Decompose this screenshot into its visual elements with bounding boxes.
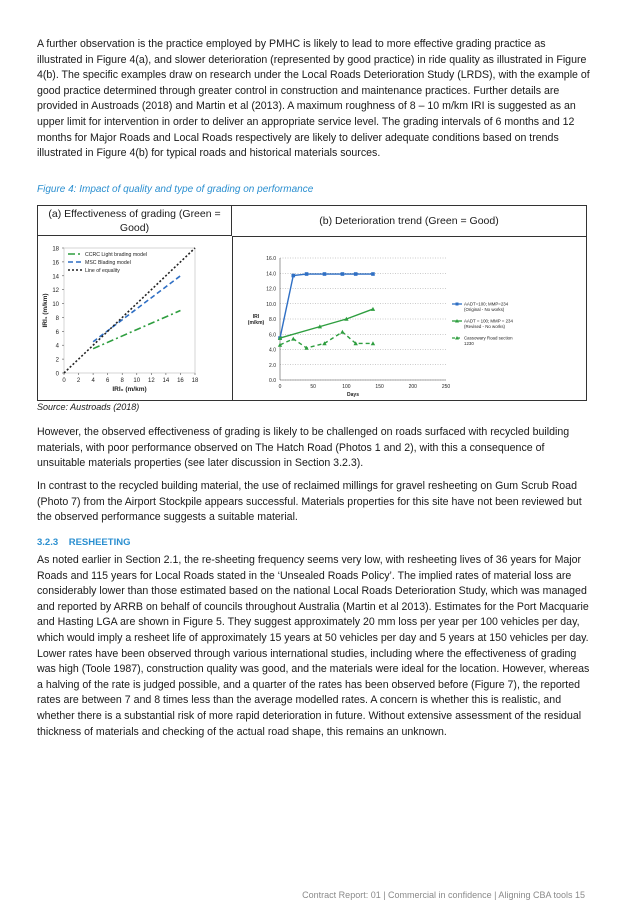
y-tick-label: 12.0 [266,286,276,293]
y-tick-label: 14 [52,274,59,281]
data-point [305,272,309,276]
x-tick-label: 150 [375,384,384,390]
y-tick-label: 8 [55,315,59,322]
x-tick-label: 8 [120,378,124,384]
data-point [341,272,345,276]
series-line [93,276,180,342]
x-tick-label: 18 [191,378,199,384]
y-axis-label: IRI₁ (m/km) [42,293,49,328]
y-tick-label: 4 [55,343,59,350]
legend-label-line: (Revised - No works) [464,324,505,329]
y-tick-label: 16 [52,260,59,267]
data-point [371,341,375,345]
x-tick-label: 0 [278,384,282,390]
legend-label-line: (Original - No works) [464,307,505,312]
y-tick-label: 2.0 [269,362,276,369]
y-axis-label [248,314,265,326]
legend-label: MSC Blading model [85,260,131,266]
series-line [280,309,373,338]
x-tick-label: 10 [133,378,141,384]
y-tick-label: 10 [52,302,59,309]
legend-label [464,319,513,330]
y-tick-label: 4.0 [269,347,276,354]
figure-cell-a [38,236,233,400]
legend-label-line: AADT = 100; MMP = 234 [464,318,513,324]
figure-table [37,205,587,401]
x-tick-label: 6 [105,378,110,384]
data-point [291,274,295,278]
x-axis-label: IRI₀ (m/km) [112,386,147,393]
legend-label [464,302,509,313]
section-number: 3.2.3 [37,537,59,548]
chart-grading-effectiveness [38,236,230,401]
y-tick-label: 2 [55,357,59,364]
data-point [323,272,327,276]
y-tick-label: 6.0 [269,332,276,339]
x-tick-label: 4 [91,378,95,384]
y-tick-label: 0.0 [269,378,276,384]
intro-paragraph: A further observation is the practice employed by PMHC is likely to lead to more effective grading practice as illustrated in Figure 4(a), and slower deterioration (represented by good practice) in ride quality as illustrated in Figure 4(b). The specific examples draw on research under the Local Roads Deterioration Study (LRDS), with the example of good practice determined through greater control in construction and maintenance practices. Further details are provided in Austroads (2018) and Martin et al (2013). A maximum roughness of 8 – 10 m/km IRI is suggested as an upper limit for intervention in order to deliver an appropriate service level. The grading intervals of 6 months and 12 months for Major Roads and Local Roads respectively are likely to deliver adequate conditions based on trends illustrated in Figure 4(b) for typical roads and historical materials sources. [37,38,590,160]
series-line [93,311,180,349]
figure-header-a: (a) Effectiveness of grading (Green = Good) [38,206,232,236]
y-tick-label: 12 [52,288,59,295]
x-tick-label: 16 [177,378,184,384]
y-axis-label-line: (m/km) [247,320,265,326]
y-tick-label: 18 [52,246,59,253]
x-tick-label: 50 [310,384,316,390]
x-axis-label: Days [347,392,359,398]
data-point [340,330,344,334]
x-tick-label: 200 [408,384,417,390]
legend-label-line: 1230 [464,341,474,346]
paragraph-millings: In contrast to the recycled building material, the use of reclaimed millings for gravel resheeting on Gum Scrub Road (Photo 7) from the Airport Stockpile appears successful. Materials properties for this site have not been reviewed but the observed performance suggests a suitable material. [37,480,582,524]
legend-label [464,336,513,347]
x-tick-label: 2 [76,378,81,384]
y-tick-label: 10.0 [266,301,276,308]
legend-marker [456,303,459,306]
y-tick-label: 14.0 [266,271,276,278]
legend-label: Line of equality [85,268,120,274]
legend-label-line: Cassowary Road section [464,335,513,341]
data-point [354,272,358,276]
chart-deterioration-trend [232,236,586,401]
section-heading [37,537,130,548]
x-tick-label: 100 [342,384,351,390]
y-tick-label: 0 [55,371,59,378]
data-point [371,307,375,311]
series-line [64,248,195,373]
y-axis-label-line: IRI [252,314,260,320]
figure-source: Source: Austroads (2018) [37,402,140,412]
y-tick-label: 6 [55,329,59,336]
paragraph-resheeting: As noted earlier in Section 2.1, the re-sheeting frequency seems very low, with resheeting lives of 36 years for Major Roads and 115 years for Local Roads stated in the ‘Unsealed Roads Policy’. The implied rates of material loss are considerably lower than those estimated based on the national Local Roads Deterioration Study, which was managed and reported by ARRB on behalf of councils throughout Australia (Martin et al 2013). Estimates for the Port Macquarie and Hasting LGA are shown in Figure 5. They suggest approximately 20 mm loss per year per 100 vehicles per day, which would imply a resheet life of approximately 15 years at 50 vehicles per day and 5 years at 150 vehicles per day. Lower rates have been observed through various international studies, including where the effectiveness of grading was high (Toole 1987), construction quality was good, and the materials were ideal for the location. However, whereas a halving of the rate is judged possible, and a quarter of the rates has been observed before (Figure 7), the reported rates are between 7 and 8 times less than the average modelled rates. A concern is whether this is realistic, and whether there is a substantial risk of more rapid deterioration in future. Without extensive assessment of the residual thickness of materials and checking of the actual road shape, this remains an unknown. [37,554,590,738]
data-point [291,337,295,341]
figure-header-b: (b) Deterioration trend (Green = Good) [232,206,586,237]
x-tick-label: 14 [162,378,170,384]
legend-label: CCRC Light brading model [85,252,147,258]
x-tick-label: 12 [147,378,155,384]
section-title: RESHEETING [68,537,131,548]
y-tick-label: 16.0 [266,256,276,262]
page-footer: Contract Report: 01 | Commercial in confidence | Aligning CBA tools 15 [302,890,585,900]
figure-cell-b [232,236,586,400]
figure-caption: Figure 4: Impact of quality and type of grading on performance [37,184,314,195]
series-line [280,274,373,338]
y-tick-label: 8.0 [269,317,276,323]
x-tick-label: 250 [441,384,451,390]
data-point [371,272,375,276]
paragraph-recycled: However, the observed effectiveness of grading is likely to be challenged on roads surfaced with recycled building materials, with poor performance observed on The Hatch Road (Photos 1 and 2), with this a consequence of unsuitable materials properties (see later discussion in Section 3.2.3). [37,426,570,470]
x-tick-label: 0 [62,378,66,384]
legend-label-line: AADT=100; MMP=234 [464,301,509,307]
